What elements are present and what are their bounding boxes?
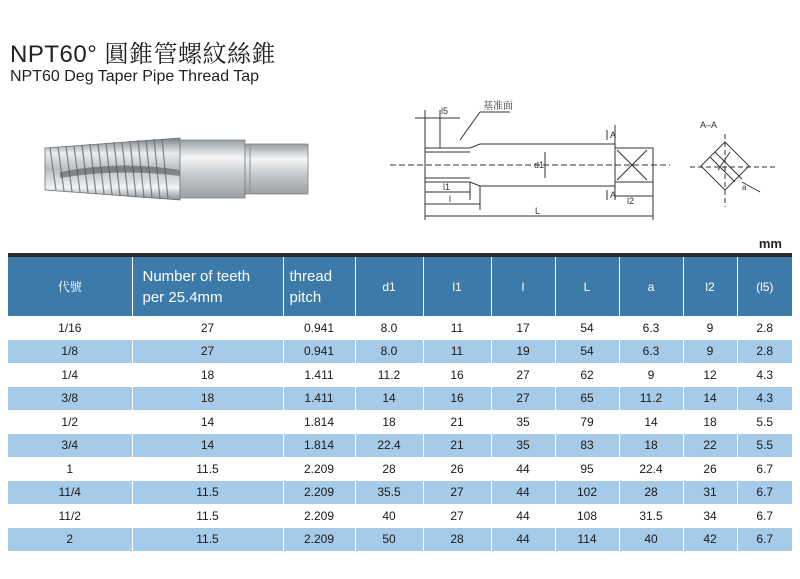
cell-L: 102 <box>555 481 619 505</box>
cell-L: 83 <box>555 434 619 458</box>
cell-a: 22.4 <box>619 457 683 481</box>
col-header-L: L <box>555 257 619 316</box>
cell-l: 44 <box>491 528 555 552</box>
drawing-label-l5: l5 <box>441 106 449 116</box>
cell-l2: 14 <box>683 387 737 411</box>
cell-L: 54 <box>555 316 619 340</box>
col-header-d1: d1 <box>355 257 423 316</box>
cell-pitch: 2.209 <box>283 528 355 552</box>
cell-l5: 2.8 <box>737 316 792 340</box>
cell-pitch: 2.209 <box>283 504 355 528</box>
cell-l: 27 <box>491 387 555 411</box>
col-header-pitch-line1: thread <box>289 267 333 285</box>
drawing-label-A-top: A <box>610 130 617 140</box>
cell-l: 44 <box>491 457 555 481</box>
cell-l5: 5.5 <box>737 434 792 458</box>
cell-a: 31.5 <box>619 504 683 528</box>
cell-L: 114 <box>555 528 619 552</box>
cell-l1: 11 <box>423 340 491 364</box>
cell-l5: 6.7 <box>737 457 792 481</box>
cell-a: 28 <box>619 481 683 505</box>
cell-pitch: 0.941 <box>283 316 355 340</box>
cell-l2: 9 <box>683 316 737 340</box>
cell-code: 1/2 <box>8 410 132 434</box>
col-header-l5: (l5) <box>737 257 792 316</box>
cell-code: 11/2 <box>8 504 132 528</box>
table-row <box>8 363 792 387</box>
cell-teeth: 11.5 <box>132 504 283 528</box>
cell-teeth: 14 <box>132 434 283 458</box>
cell-l: 44 <box>491 504 555 528</box>
cell-l1: 26 <box>423 457 491 481</box>
col-header-pitch <box>283 257 355 316</box>
cell-l: 27 <box>491 363 555 387</box>
cell-L: 108 <box>555 504 619 528</box>
col-header-l2: l2 <box>683 257 737 316</box>
cell-pitch: 1.411 <box>283 363 355 387</box>
cell-d1: 11.2 <box>355 363 423 387</box>
col-header-pitch-line2: pitch <box>289 288 322 306</box>
drawing-label-A-bottom: A <box>610 190 617 200</box>
cell-teeth: 11.5 <box>132 457 283 481</box>
drawing-label-d1: d1 <box>534 160 545 170</box>
cell-l1: 21 <box>423 410 491 434</box>
cell-l1: 21 <box>423 434 491 458</box>
cell-l2: 42 <box>683 528 737 552</box>
cell-l5: 2.8 <box>737 340 792 364</box>
cell-l2: 9 <box>683 340 737 364</box>
cell-code: 1 <box>8 457 132 481</box>
cell-l2: 34 <box>683 504 737 528</box>
table-header-row <box>8 257 792 316</box>
drawing-label-a: a <box>742 183 747 192</box>
unit-label: mm <box>758 236 782 251</box>
drawing-label-l1: l1 <box>443 182 451 192</box>
cell-d1: 8.0 <box>355 316 423 340</box>
page-title: NPT60° 圓錐管螺紋絲錐 <box>10 41 276 68</box>
table-row <box>8 457 792 481</box>
cell-l: 19 <box>491 340 555 364</box>
cell-l2: 31 <box>683 481 737 505</box>
cell-d1: 40 <box>355 504 423 528</box>
cell-code: 11/4 <box>8 481 132 505</box>
cell-a: 11.2 <box>619 387 683 411</box>
cell-l1: 16 <box>423 363 491 387</box>
cell-teeth: 18 <box>132 387 283 411</box>
cell-code: 3/4 <box>8 434 132 458</box>
cell-pitch: 0.941 <box>283 340 355 364</box>
cell-l2: 12 <box>683 363 737 387</box>
table-row <box>8 434 792 458</box>
cell-d1: 18 <box>355 410 423 434</box>
cell-l: 35 <box>491 410 555 434</box>
col-header-l1: l1 <box>423 257 491 316</box>
cell-a: 14 <box>619 410 683 434</box>
cell-L: 54 <box>555 340 619 364</box>
cell-l2: 26 <box>683 457 737 481</box>
cell-l5: 4.3 <box>737 387 792 411</box>
cell-L: 95 <box>555 457 619 481</box>
table-row <box>8 481 792 505</box>
table-row <box>8 410 792 434</box>
cell-l1: 11 <box>423 316 491 340</box>
cell-l1: 27 <box>423 481 491 505</box>
cell-l: 35 <box>491 434 555 458</box>
col-header-teeth-line1: Number of teeth <box>142 267 251 285</box>
cell-L: 65 <box>555 387 619 411</box>
cell-pitch: 1.814 <box>283 434 355 458</box>
cell-d1: 28 <box>355 457 423 481</box>
cell-l5: 6.7 <box>737 504 792 528</box>
col-header-a: a <box>619 257 683 316</box>
drawing-label-L: L <box>535 206 541 216</box>
section-aa-drawing <box>680 112 780 212</box>
cell-pitch: 1.411 <box>283 387 355 411</box>
table-row <box>8 340 792 364</box>
cell-d1: 14 <box>355 387 423 411</box>
col-header-code: 代號 <box>8 257 132 316</box>
cell-code: 1/8 <box>8 340 132 364</box>
cell-a: 18 <box>619 434 683 458</box>
cell-a: 6.3 <box>619 340 683 364</box>
cell-teeth: 11.5 <box>132 528 283 552</box>
cell-pitch: 2.209 <box>283 457 355 481</box>
cell-l5: 6.7 <box>737 481 792 505</box>
cell-d1: 8.0 <box>355 340 423 364</box>
table-row <box>8 316 792 340</box>
spec-table <box>8 257 792 551</box>
cell-l1: 27 <box>423 504 491 528</box>
cell-d1: 22.4 <box>355 434 423 458</box>
cell-l5: 5.5 <box>737 410 792 434</box>
page-subtitle: NPT60 Deg Taper Pipe Thread Tap <box>10 68 260 85</box>
section-label: A–A <box>700 120 718 130</box>
cell-d1: 35.5 <box>355 481 423 505</box>
cell-pitch: 2.209 <box>283 481 355 505</box>
drawing-label-l: l <box>449 194 451 204</box>
cell-l5: 6.7 <box>737 528 792 552</box>
col-header-teeth-line2: per 25.4mm <box>142 288 223 306</box>
cell-d1: 50 <box>355 528 423 552</box>
drawing-label-reference-face: 基准面 <box>483 101 513 112</box>
table-row <box>8 387 792 411</box>
cell-teeth: 27 <box>132 316 283 340</box>
cell-a: 40 <box>619 528 683 552</box>
table-row <box>8 528 792 552</box>
cell-l1: 28 <box>423 528 491 552</box>
tap-product-image <box>40 130 320 210</box>
cell-code: 1/4 <box>8 363 132 387</box>
cell-teeth: 14 <box>132 410 283 434</box>
cell-l5: 4.3 <box>737 363 792 387</box>
col-header-teeth <box>132 257 283 316</box>
cell-teeth: 11.5 <box>132 481 283 505</box>
cell-a: 6.3 <box>619 316 683 340</box>
drawing-label-l2: l2 <box>627 196 635 206</box>
col-header-l: l <box>491 257 555 316</box>
tap-dimension-drawing <box>385 100 675 230</box>
cell-l1: 16 <box>423 387 491 411</box>
cell-a: 9 <box>619 363 683 387</box>
cell-l2: 18 <box>683 410 737 434</box>
cell-pitch: 1.814 <box>283 410 355 434</box>
cell-code: 2 <box>8 528 132 552</box>
cell-L: 79 <box>555 410 619 434</box>
cell-teeth: 18 <box>132 363 283 387</box>
cell-teeth: 27 <box>132 340 283 364</box>
table-row <box>8 504 792 528</box>
cell-code: 3/8 <box>8 387 132 411</box>
cell-l: 17 <box>491 316 555 340</box>
cell-l2: 22 <box>683 434 737 458</box>
cell-code: 1/16 <box>8 316 132 340</box>
cell-l: 44 <box>491 481 555 505</box>
cell-L: 62 <box>555 363 619 387</box>
